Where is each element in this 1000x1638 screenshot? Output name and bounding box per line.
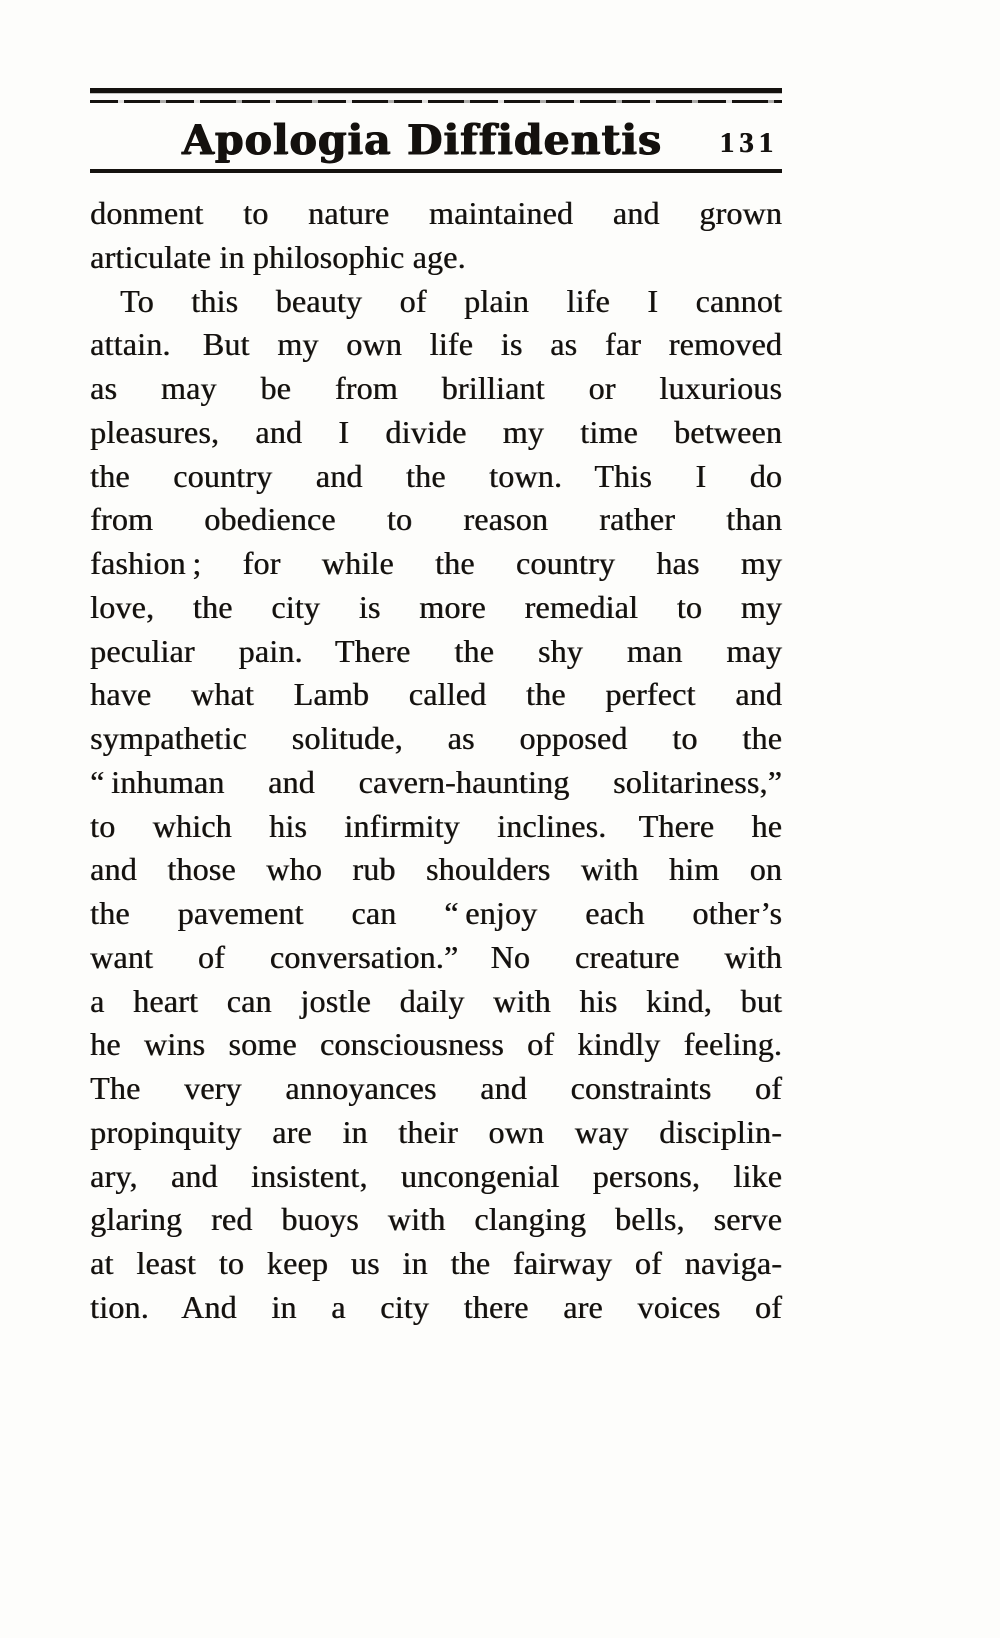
- text-line: sympathetic solitude, as opposed to the: [90, 720, 782, 756]
- text-line: the country and the town. This I do: [90, 457, 782, 494]
- text-line: as may be from brilliant or luxurious: [90, 370, 782, 406]
- text-line: from obedience to reason rather than: [90, 501, 782, 538]
- running-head-block: [90, 0, 782, 173]
- text-line: ary, and insistent, uncongenial persons, like: [90, 1157, 782, 1194]
- text-line: tion. And in a city there are voices of: [90, 1288, 782, 1325]
- text-line: The very annoyances and constraints of: [90, 1070, 782, 1106]
- text-line: fashion ; for while the country has my: [90, 545, 782, 581]
- text-line: at least to keep us in the fairway of naviga-: [90, 1245, 782, 1281]
- text-line: he wins some consciousness of kindly feeling.: [90, 1026, 782, 1063]
- text-line: pleasures, and I divide my time between: [90, 413, 782, 450]
- page-number: 131: [719, 127, 778, 159]
- text-line: To this beauty of plain life I cannot: [120, 282, 782, 319]
- text-line: want of conversation.” No creature with: [90, 938, 782, 975]
- text-line: glaring red buoys with clanging bells, serve: [90, 1201, 782, 1238]
- text-line: a heart can jostle daily with his kind, but: [90, 982, 782, 1019]
- top-rule-thick: [90, 88, 782, 93]
- text-line: donment to nature maintained and grown: [90, 195, 782, 231]
- text-line: attain. But my own life is as far removed: [90, 326, 782, 363]
- text-line: to which his infirmity inclines. There he: [90, 807, 782, 844]
- text-line: the pavement can “ enjoy each other’s: [90, 895, 782, 931]
- text-line: “ inhuman and cavern-haunting solitariness,”: [90, 763, 782, 800]
- text-line: peculiar pain. There the shy man may: [90, 632, 782, 669]
- chapter-title: Apologia Diffidentis: [181, 116, 662, 164]
- text-line: propinquity are in their own way disciplin-: [90, 1113, 782, 1150]
- running-head: [90, 103, 782, 169]
- text-line: love, the city is more remedial to my: [90, 588, 782, 625]
- text-line: have what Lamb called the perfect and: [90, 676, 782, 713]
- text-line: and those who rub shoulders with him on: [90, 851, 782, 888]
- page-text: [90, 173, 782, 1330]
- text-line: articulate in philosophic age.: [90, 238, 466, 275]
